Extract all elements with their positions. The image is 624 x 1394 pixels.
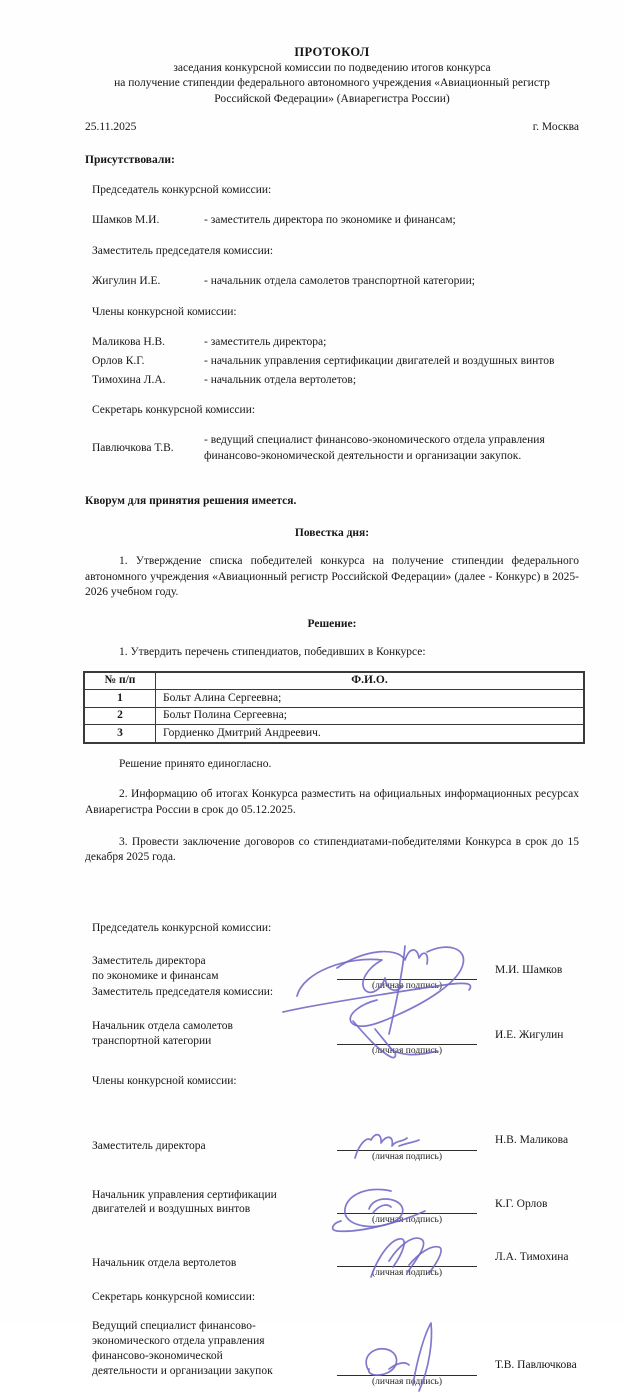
signature-caption: (личная подпись) (371, 1046, 443, 1057)
attendee-row (85, 274, 579, 290)
subtitle-line: заседания конкурсной комиссии по подведению итогов конкурса (173, 62, 491, 75)
attendee-name: Маликова Н.В. (92, 335, 166, 348)
signature-caption: (личная подпись) (371, 1268, 443, 1279)
sig-name: Т.В. Павлючкова (495, 1359, 577, 1372)
attendee-row (85, 335, 579, 351)
signature-line (337, 1122, 477, 1151)
sig-role-line: транспортной категории (92, 1034, 212, 1047)
unanimous-statement: Решение принято единогласно. (119, 757, 272, 770)
winner-name: Больт Полина Сергеевна; (156, 707, 585, 725)
attendee-desc: - начальник управления сертификации двигателей и воздушных винтов (204, 354, 555, 367)
sig-role-line: Ведущий специалист финансово- (92, 1320, 256, 1333)
date-city-row (85, 120, 579, 136)
attendee-desc: - заместитель директора; (204, 335, 327, 348)
decision-item-3: 3. Провести заключение договоров со стипендиатами-победителями Конкурса в срок до 15 декабря 2025 года. (85, 835, 579, 864)
signature-line (337, 1016, 477, 1045)
sig-name: Н.В. Маликова (495, 1134, 569, 1147)
signature-caption: (личная подпись) (371, 1215, 443, 1225)
sig-name: И.Е. Жигулин (495, 1028, 564, 1041)
document-date: 25.11.2025 (85, 120, 137, 133)
sig-role-line: по экономике и финансам (92, 969, 219, 982)
signature-line (337, 1319, 477, 1376)
sig-heading-secretary: Секретарь конкурсной комиссии: (92, 1290, 256, 1303)
sig-role (92, 954, 337, 984)
group-role: Члены конкурсной комиссии: (92, 305, 237, 318)
signature-line-cell (337, 1319, 477, 1388)
winner-name: Больт Алина Сергеевна; (156, 690, 585, 708)
row-number: 3 (84, 725, 156, 743)
signature-caption: (личная подпись) (371, 1376, 443, 1387)
signature-line-cell (337, 1016, 477, 1057)
table-header-row (84, 672, 584, 690)
attendee-name: Шамков М.И. (92, 214, 160, 227)
sig-role-line: двигателей и воздушных винтов (92, 1203, 251, 1216)
sig-role-line: Начальник управления сертификации (92, 1188, 277, 1201)
winner-name: Гордиенко Дмитрий Андреевич. (156, 725, 585, 743)
decision-item-2: 2. Информацию об итогах Конкурса разместить на официальных информационных ресурсах Авиарегистра России в срок до 05.12.2025. (85, 787, 579, 816)
attendee-row (85, 354, 579, 370)
decision-heading: Решение: (307, 618, 357, 631)
decision-item-1: 1. Утвердить перечень стипендиатов, победивших в Конкурсе: (119, 646, 426, 659)
attendees-heading: Присутствовали: (85, 153, 175, 166)
agenda-heading: Повестка дня: (294, 526, 370, 539)
group-role: Председатель конкурсной комиссии: (92, 184, 272, 197)
signature-line (337, 1238, 477, 1267)
table-row (84, 725, 584, 743)
sig-heading-deputy-chairman: Заместитель председателя комиссии: (92, 985, 274, 998)
group-role: Заместитель председателя комиссии: (92, 245, 274, 258)
sig-role (92, 1019, 337, 1049)
signature-line-cell (337, 951, 477, 992)
quorum-statement: Кворум для принятия решения имеется. (85, 494, 297, 507)
sig-role-line: Начальник отдела самолетов (92, 1019, 233, 1032)
attendee-desc: - начальник отдела вертолетов; (204, 373, 357, 386)
signature-row-malikova (85, 1122, 579, 1163)
signature-line-cell (337, 1185, 477, 1226)
sig-name: К.Г. Орлов (495, 1197, 548, 1210)
group-role: Секретарь конкурсной комиссии: (92, 404, 256, 417)
attendee-desc: - ведущий специалист финансово-экономического отдела управления финансово-экономической деятельности и организации закупок. (204, 434, 545, 463)
sig-role (92, 1256, 337, 1271)
attendee-row (85, 433, 579, 465)
sig-role (92, 1139, 337, 1154)
signature-row-orlov (85, 1185, 579, 1226)
row-number: 2 (84, 707, 156, 725)
signature-row-pavlyuchkova (85, 1319, 579, 1388)
agenda-item: 1. Утверждение списка победителей конкурса на получение стипендии федерального автономного учреждения «Авиационный регистр Российской Федерации» (далее - Конкурс) в 2025-2026 учебном году. (85, 554, 579, 599)
sig-role-line: деятельности и организации закупок (92, 1365, 273, 1378)
signature-caption: (личная подпись) (371, 981, 443, 992)
attendee-name: Павлючкова Т.В. (92, 442, 174, 455)
col-header-name: Ф.И.О. (156, 672, 585, 690)
attendee-row (85, 373, 579, 389)
signature-line-cell (337, 1238, 477, 1279)
document-subtitle (85, 61, 579, 107)
document-city: г. Москва (532, 120, 579, 133)
signature-caption: (личная подпись) (371, 1151, 443, 1162)
attendee-name: Орлов К.Г. (92, 354, 145, 367)
signature-line-cell (337, 1122, 477, 1163)
signature-line (337, 951, 477, 980)
attendee-desc: - начальник отдела самолетов транспортной категории; (204, 275, 475, 288)
signature-row-zhigulin (85, 1016, 579, 1057)
table-row (84, 707, 584, 725)
signature-line (337, 1185, 477, 1214)
row-number: 1 (84, 690, 156, 708)
sig-role-line: Начальник отдела вертолетов (92, 1256, 237, 1269)
sig-heading-chairman: Председатель конкурсной комиссии: (92, 922, 272, 935)
sig-heading-members: Члены конкурсной комиссии: (92, 1074, 237, 1087)
winners-table (83, 671, 585, 744)
signature-row-timokhina (85, 1238, 579, 1279)
sig-role-line: Заместитель директора (92, 954, 206, 967)
sig-name: М.И. Шамков (495, 963, 563, 976)
attendee-row (85, 213, 579, 229)
sig-role (92, 1319, 337, 1379)
subtitle-line: Российской Федерации» (Авиарегистра России) (214, 92, 450, 105)
attendee-desc: - заместитель директора по экономике и финансам; (204, 214, 456, 227)
attendee-name: Тимохина Л.А. (92, 373, 166, 386)
col-header-number: № п/п (84, 672, 156, 690)
sig-role-line: финансово-экономической (92, 1350, 223, 1363)
document-title: ПРОТОКОЛ (294, 45, 370, 59)
sig-role (92, 1188, 337, 1218)
subtitle-line: на получение стипендии федерального автономного учреждения «Авиационный регистр (114, 77, 550, 90)
sig-role-line: экономического отдела управления (92, 1335, 265, 1348)
table-row (84, 690, 584, 708)
attendee-name: Жигулин И.Е. (92, 275, 161, 288)
sig-role-line: Заместитель директора (92, 1140, 206, 1153)
sig-name: Л.А. Тимохина (495, 1250, 569, 1263)
